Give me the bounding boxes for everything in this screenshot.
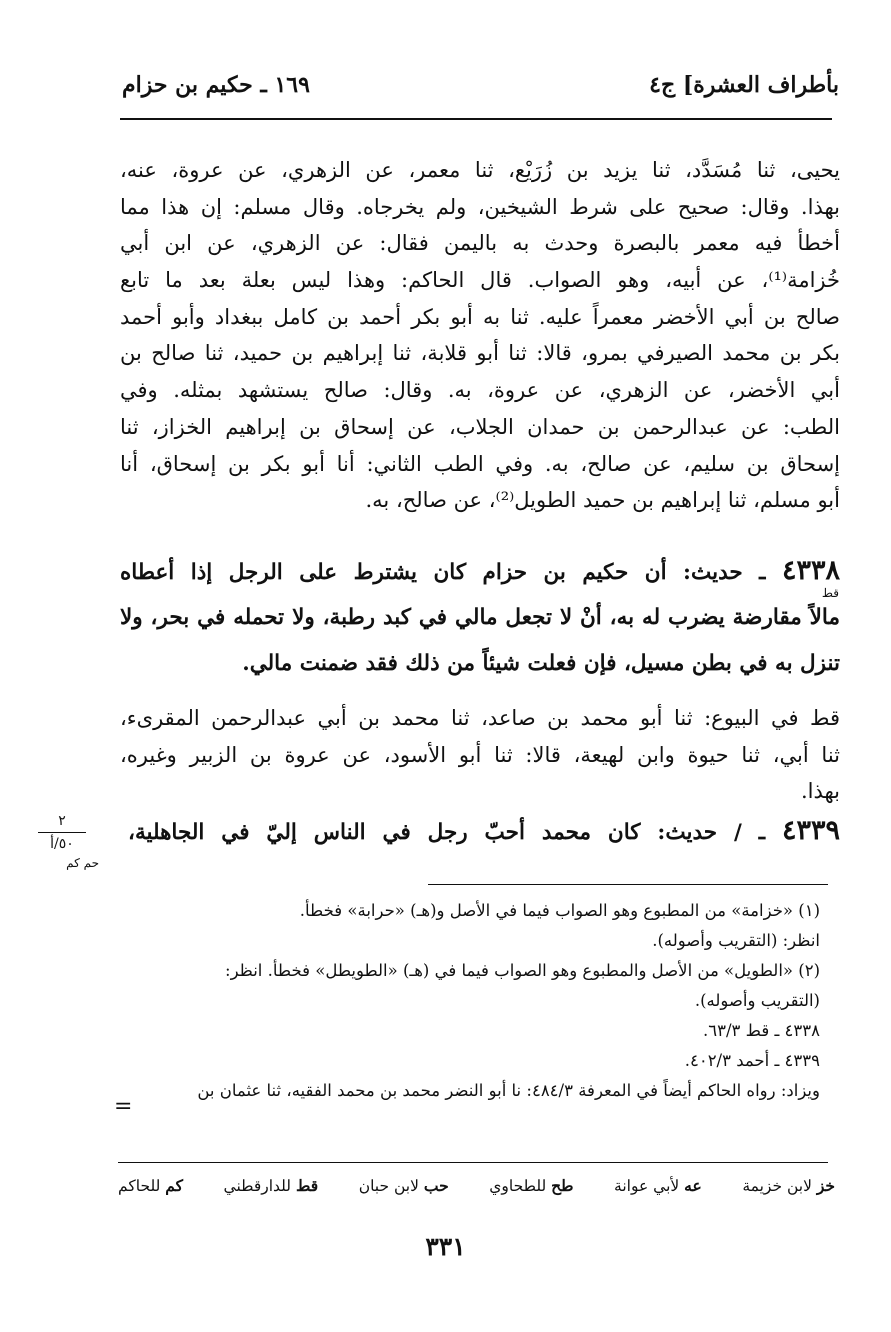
footnote-line: انظر: (التقريب وأصوله). — [652, 931, 820, 950]
abbrev-item: حب لابن حبان — [358, 1176, 449, 1195]
text-line: قط في البيوع: ثنا أبو محمد بن صاعد، ثنا محمد بن أبي عبدالرحمن المقرىء، — [120, 706, 840, 730]
hadith-text: ـ / حديث: كان محمد أحبّ رجل في الناس إليّ في الجاهلية، — [128, 820, 766, 845]
header-divider — [120, 118, 832, 120]
manuscript-folio-note — [38, 812, 86, 853]
abbrev-item: خز لابن خزيمة — [742, 1176, 835, 1195]
hadith-text: ـ حديث: أن حكيم بن حزام كان يشترط على الرجل إذا أعطاه — [120, 560, 766, 585]
running-header-volume: بأطراف العشرة] ج٤ — [649, 72, 839, 98]
abbrev-item: كم للحاكم — [118, 1176, 183, 1195]
hadith-first-line — [128, 808, 840, 855]
text-line: خُزامة⁽¹⁾، عن أبيه، وهو الصواب. قال الحاكم: وهذا ليس بعلة بعد ما تابع — [120, 268, 840, 293]
hadith-first-line — [120, 548, 840, 595]
hadith-text-line: مالاً مقارضة يضرب له به، أنْ لا تجعل مالي في كبد رطبة، ولا تحمله في بحر، ولا — [120, 604, 840, 630]
footnote-line: ٤٣٣٩ ـ أحمد ٤٠٢/٣. — [684, 1051, 820, 1070]
text-line: صالح بن أبي الأخضر معمراً عليه. ثنا به أبو بكر أحمد بن كامل ببغداد وأبو أحمد — [120, 304, 840, 329]
abbreviations-divider — [118, 1162, 828, 1163]
abbreviations-legend — [118, 1176, 835, 1195]
text-line: إسحاق بن سليم، عن صالح، به. وفي الطب الثاني: أنا أبو بكر بن إسحاق، أنا — [120, 451, 840, 476]
text-line: أبو مسلم، ثنا إبراهيم بن حميد الطويل⁽²⁾، عن صالح، به. — [365, 488, 840, 513]
footnote-line: (٢) «الطويل» من الأصل والمطبوع وهو الصواب فيما في (هـ) «الطويطل» فخطأ. انظر: — [225, 961, 820, 980]
text-line: بهذا. وقال: صحيح على شرط الشيخين، ولم يخرجاه. وقال مسلم: إن هذا مما — [120, 194, 840, 219]
text-line: أبي الأخضر، عن الزهري، عن عروة، به. وقال: صالح يستشهد بمثله. وفي — [120, 378, 840, 403]
continuation-text-block — [120, 152, 840, 519]
folio-note-top: ٢ — [58, 813, 66, 829]
footnote-line: (التقريب وأصوله). — [694, 991, 820, 1010]
text-line: بهذا. — [800, 779, 840, 804]
abbrev-item: عه لأبي عوانة — [614, 1176, 702, 1195]
footnote-divider — [428, 884, 828, 885]
hadith-4338 — [120, 548, 840, 688]
running-header-chapter: ١٦٩ ـ حكيم بن حزام — [122, 72, 310, 98]
hadith-source-tag: قط — [821, 586, 839, 600]
footnote-line: ٤٣٣٨ ـ قط ٦٣/٣. — [703, 1021, 820, 1040]
footnote-line: ويزاد: رواه الحاكم أيضاً في المعرفة ٤٨٤/٣: نا أبو النضر محمد بن محمد الفقيه، ثنا عثمان بن — [197, 1081, 820, 1100]
hadith-4339 — [128, 808, 840, 855]
folio-note-bottom: ٥٠/أ — [50, 836, 74, 852]
text-line: الطب: عن عبدالرحمن بن حمدان الجلاب، عن إسحاق بن إبراهيم الخزاز، ثنا — [120, 414, 840, 439]
hadith-number: ٤٣٣٩ — [781, 815, 840, 846]
footnotes-block — [110, 896, 820, 1106]
continuation-sign: = — [114, 1094, 133, 1119]
text-line: يحيى، ثنا مُسَدَّد، ثنا يزيد بن زُرَيْع، ثنا معمر، عن الزهري، عن عروة، عنه، — [120, 158, 840, 182]
source-paragraph — [120, 700, 840, 810]
abbrev-item: قط للدارقطني — [223, 1176, 319, 1195]
abbrev-item: طح للطحاوي — [489, 1176, 574, 1195]
text-line: ثنا أبي، ثنا حيوة وابن لهيعة، قالا: ثنا أبو الأسود، عن عروة بن الزبير وغيره، — [120, 742, 840, 767]
page-number: ٣٣١ — [425, 1232, 466, 1261]
hadith-source-tag: حم كم — [66, 856, 99, 870]
footnote-line: (١) «خزامة» من المطبوع وهو الصواب فيما في الأصل و(هـ) «حرابة» فخطأ. — [299, 901, 820, 920]
hadith-number: ٤٣٣٨ — [781, 555, 840, 586]
hadith-text-line: تنزل به في بطن مسيل، فإن فعلت شيئاً من ذلك فقد ضمنت مالي. — [242, 651, 840, 676]
text-line: بكر بن محمد الصيرفي بمرو، قالا: ثنا أبو قلابة، ثنا إبراهيم بن حميد، ثنا صالح بن — [120, 341, 840, 366]
folio-note-rule — [38, 832, 86, 833]
text-line: أخطأ فيه معمر بالبصرة وحدث به باليمن فقال: عن الزهري، عن ابن أبي — [120, 231, 840, 256]
